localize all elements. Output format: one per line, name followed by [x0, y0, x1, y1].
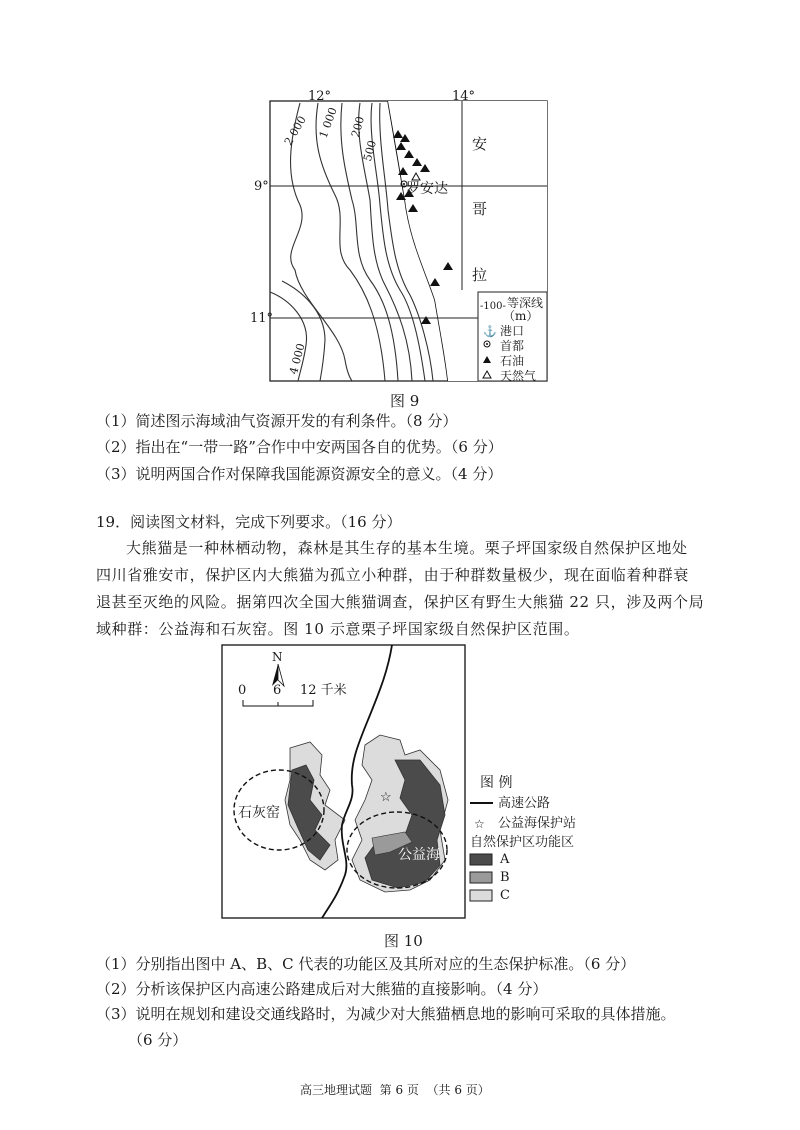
fig9-lon-12: 12°	[308, 89, 332, 104]
fig9-legend-oil: 石油	[500, 354, 525, 368]
fig9-legend-capital: 首都	[500, 339, 525, 353]
q19-para-line-4: 域种群：公益海和石灰窑。图 10 示意栗子坪国家级自然保护区范围。	[96, 620, 580, 638]
svg-text:☆: ☆	[474, 817, 485, 831]
fig9-caption: 图 9	[390, 392, 420, 410]
fig10-area-gongyihai: 公益海	[398, 847, 440, 863]
svg-text:☆: ☆	[380, 790, 392, 805]
fig9-depth-2000: 2 000	[281, 113, 309, 148]
fig10-area-shihuiyao: 石灰窑	[238, 805, 280, 821]
fig10-legend-highway: 高速公路	[498, 796, 551, 811]
fig9-lon-14: 14°	[452, 89, 476, 104]
q19-sub2: （2）分析该保护区内高速公路建成后对大熊猫的直接影响。（4 分）	[96, 980, 548, 998]
fig10-scale-12km: 12 千米	[300, 683, 347, 698]
fig9-legend-isobath: 等深线	[507, 296, 544, 310]
fig10-legend-title: 图 例	[480, 775, 513, 791]
fig9-country-char-3: 拉	[472, 266, 488, 284]
figure-10-map	[215, 640, 595, 925]
q19-title: 19．阅读图文材料，完成下列要求。（16 分）	[96, 513, 402, 531]
fig9-legend-isobath-unit: （m）	[503, 309, 539, 323]
fig10-legend-zones: 自然保护区功能区	[470, 835, 575, 850]
svg-text:⚓: ⚓	[483, 325, 497, 338]
fig10-scale-0: 0	[238, 683, 247, 698]
fig10-legend-c: C	[500, 888, 510, 903]
fig10-legend-station: 公益海保护站	[498, 816, 577, 831]
q19-para-line-2: 四川省雅安市，保护区内大熊猫为孤立小种群，由于种群数量极少，现在面临着种群衰	[96, 566, 689, 584]
q18-sub2: （2）指出在“一带一路”合作中中安两国各自的优势。（6 分）	[96, 438, 503, 456]
fig9-depth-4000: 4 000	[286, 341, 308, 376]
fig9-legend-port: 港口	[500, 324, 525, 338]
q19-material	[96, 535, 716, 643]
fig9-depth-200: 200	[349, 115, 368, 139]
fig10-north-label: N	[272, 650, 283, 664]
fig9-depth-500: 500	[361, 139, 380, 163]
fig9-depth-1000: 1 000	[316, 105, 340, 140]
fig9-country-char-2: 哥	[472, 200, 488, 218]
fig10-scale-6: 6	[273, 683, 282, 698]
fig9-legend-gas: 天然气	[500, 369, 537, 383]
q19-para-line-1: 大熊猫是一种林栖动物，森林是其生存的基本生境。栗子坪国家级自然保护区地处	[126, 539, 688, 557]
q19-sub3-line2: （6 分）	[128, 1031, 188, 1049]
fig9-city-luanda: 罗安达	[406, 181, 448, 197]
q19-sub3-line1: （3）说明在规划和建设交通线路时，为减少对大熊猫栖息地的影响可采取的具体措施。	[96, 1005, 676, 1023]
fig10-caption: 图 10	[384, 932, 423, 950]
fig9-legend-isobath-sample: -100-	[480, 301, 506, 312]
fig10-legend-a: A	[500, 852, 510, 867]
page-footer: 高三地理试题 第 6 页 （共 6 页）	[300, 1083, 490, 1097]
fig9-country-char-1: 安	[472, 135, 488, 153]
fig9-lat-9: 9°	[254, 179, 269, 194]
q18-sub1: （1）简述图示海域油气资源开发的有利条件。（8 分）	[96, 412, 458, 430]
fig10-legend-b: B	[500, 870, 510, 885]
q19-sub1: （1）分别指出图中 A、B、C 代表的功能区及其所对应的生态保护标准。（6 分）	[96, 955, 636, 973]
q19-para-line-3: 退甚至灭绝的风险。据第四次全国大熊猫调查，保护区有野生大熊猫 22 只，涉及两个局	[96, 593, 705, 611]
fig9-lat-11: 11°	[250, 311, 274, 326]
q18-sub3: （3）说明两国合作对保障我国能源资源安全的意义。（4 分）	[96, 465, 503, 483]
